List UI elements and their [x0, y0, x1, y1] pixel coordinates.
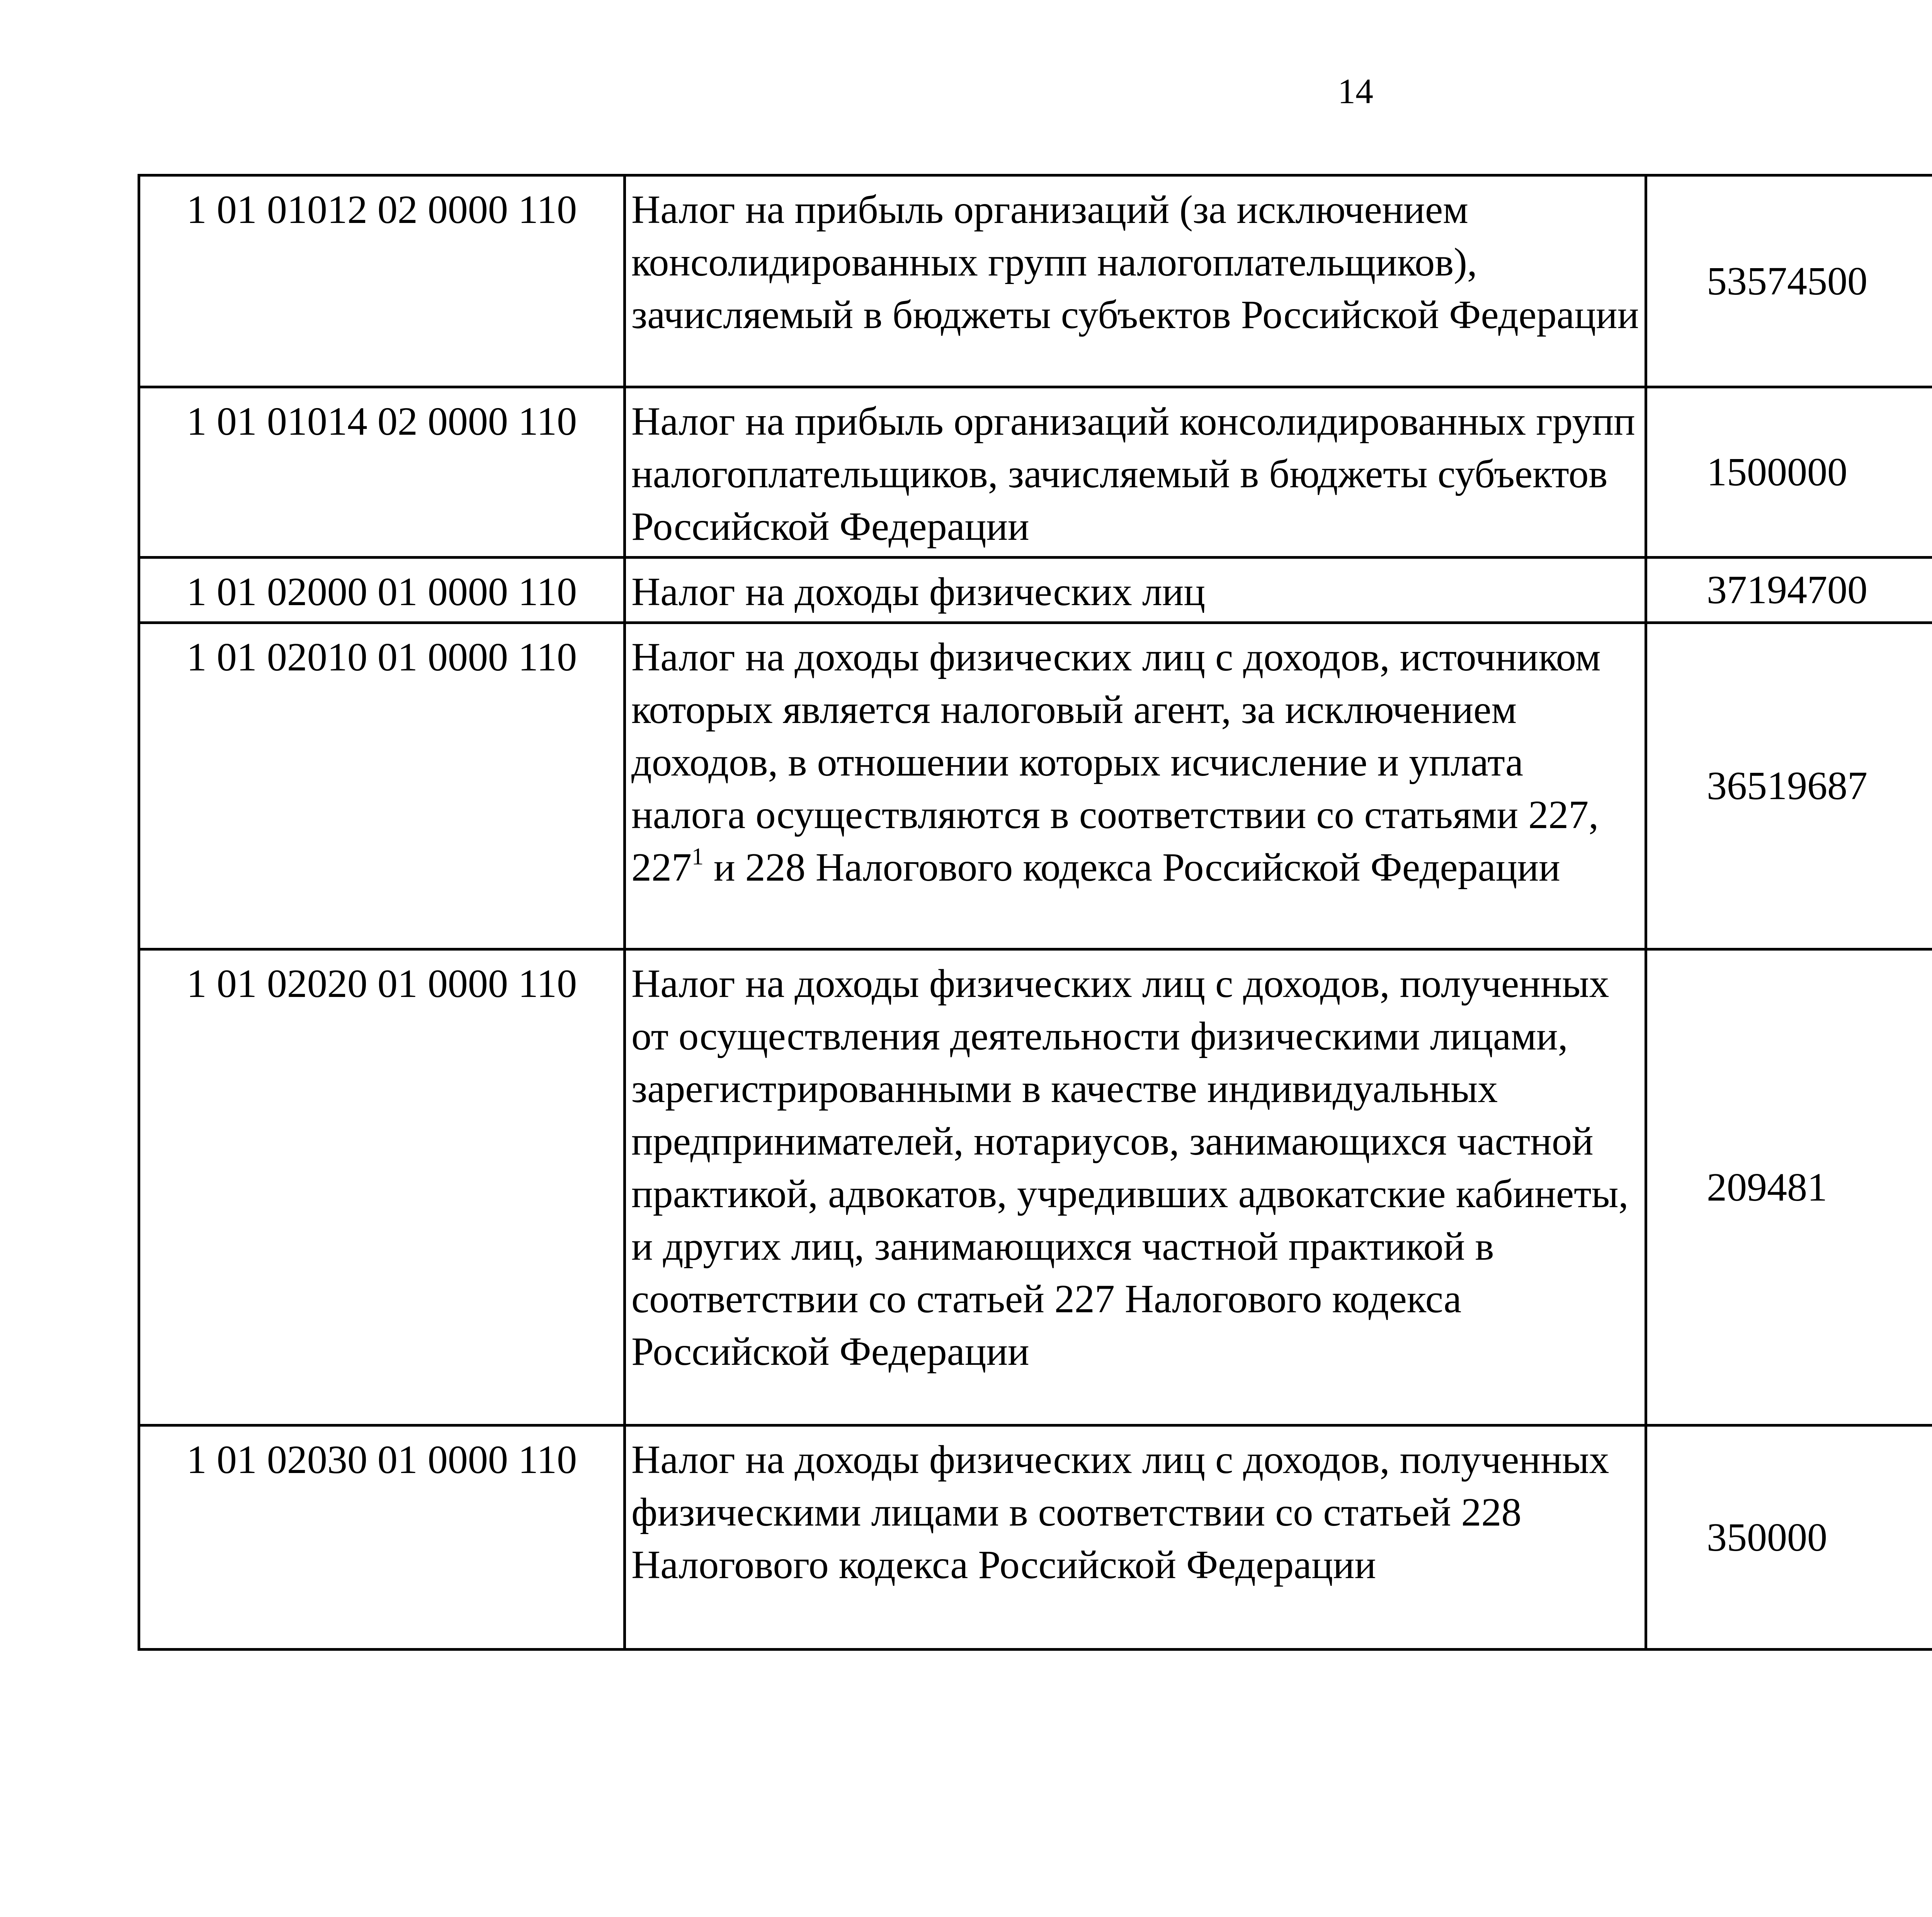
revenue-name-text: и 228 Налогового кодекса Российской Федерации: [704, 845, 1560, 890]
budget-code: 1 01 01014 02 0000 110: [139, 387, 625, 558]
amount-cell: 1500000: [1646, 387, 1932, 558]
amount-cell: 209481: [1646, 949, 1932, 1425]
amount-cell: 53574500: [1646, 175, 1932, 387]
revenue-name: [625, 623, 1646, 949]
page-number: 14: [1338, 71, 1373, 111]
budget-code: 1 01 02030 01 0000 110: [139, 1425, 625, 1650]
table-row: [139, 175, 1932, 387]
revenue-table: [138, 174, 1932, 1651]
footnote-superscript: 1: [692, 844, 704, 870]
table-row: [139, 1425, 1932, 1650]
revenue-name: Налог на прибыль организаций консолидированных групп налогоплательщиков, зачисляемый в бюджеты субъектов Российской Федерации: [625, 387, 1646, 558]
revenue-name: Налог на доходы физических лиц с доходов, полученных физическими лицами в соответствии со статьей 228 Налогового кодекса Российской Федерации: [625, 1425, 1646, 1650]
amount-cell: 350000: [1646, 1425, 1932, 1650]
revenue-name: Налог на доходы физических лиц: [625, 558, 1646, 623]
revenue-name: Налог на доходы физических лиц с доходов, полученных от осуществления деятельности физическими лицами, зарегистрированными в качестве индивидуальных предпринимателей, нотариусов, занимающихся частной практикой, адвокатов, учредивших адвокатские кабинеты, и других лиц, занимающихся частной практикой в соответствии со статьей 227 Налогового кодекса Российской Федерации: [625, 949, 1646, 1425]
table-row: [139, 387, 1932, 558]
table-row: [139, 949, 1932, 1425]
amount-cell: 37194700: [1646, 558, 1932, 623]
revenue-name-text: Налог на доходы физических лиц с доходов, источником которых является налоговый агент, за исключением доходов, в отношении которых исчисление и уплата налога осуществляются в соответствии со статьями 227, 227: [631, 635, 1601, 890]
budget-code: 1 01 02000 01 0000 110: [139, 558, 625, 623]
table-row: [139, 558, 1932, 623]
budget-code: 1 01 01012 02 0000 110: [139, 175, 625, 387]
table-row: [139, 623, 1932, 949]
budget-code: 1 01 02010 01 0000 110: [139, 623, 625, 949]
budget-code: 1 01 02020 01 0000 110: [139, 949, 625, 1425]
revenue-name: Налог на прибыль организаций (за исключением консолидированных групп налогоплательщиков), зачисляемый в бюджеты субъектов Российской Федерации: [625, 175, 1646, 387]
amount-cell: 36519687: [1646, 623, 1932, 949]
